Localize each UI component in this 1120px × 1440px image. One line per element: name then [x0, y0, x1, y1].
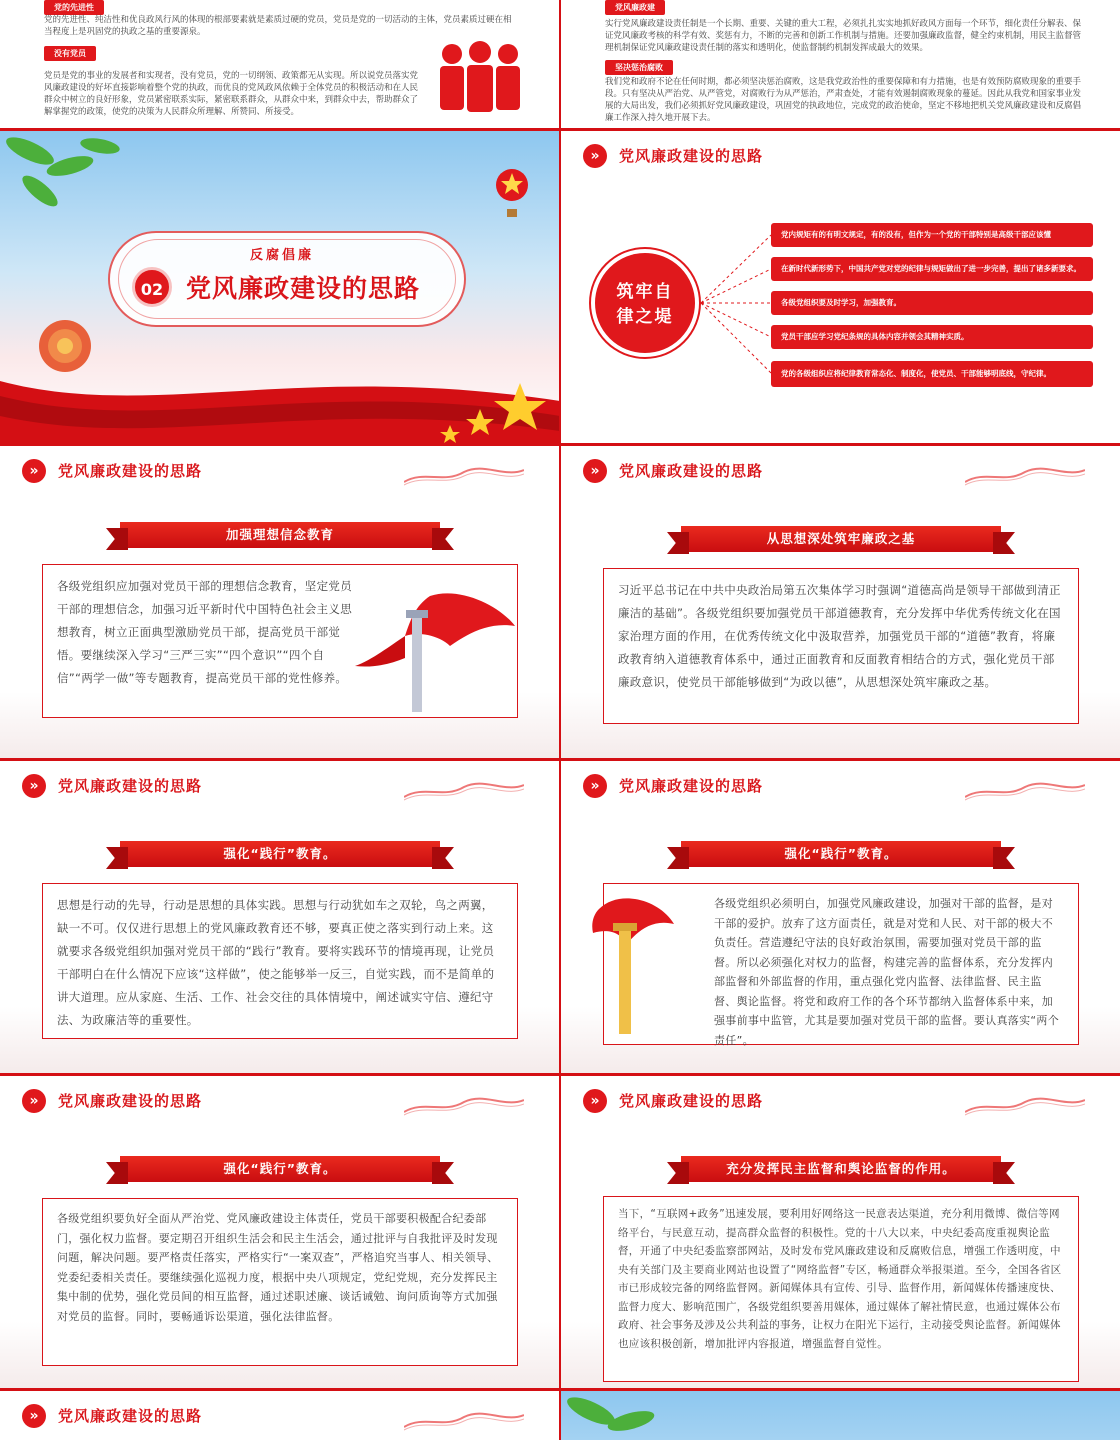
header-title: 党风廉政建设的思路	[619, 147, 764, 165]
great-wall-icon	[404, 462, 524, 486]
slide-practice-education	[0, 761, 560, 1076]
self-discipline-circle: 筑牢自 律之堤	[591, 249, 699, 357]
section-ribbon: 强化“践行”教育。	[120, 1156, 440, 1182]
tag-clean-government: 党风廉政建	[605, 0, 665, 15]
great-wall-icon	[404, 1407, 524, 1431]
slide-cover	[0, 131, 560, 446]
slide-party-members	[0, 0, 560, 129]
chevron-right-icon: »	[22, 774, 46, 798]
slide-responsibility-supervision	[0, 1076, 560, 1391]
section-ribbon: 强化“践行”教育。	[120, 841, 440, 867]
chevron-right-icon: »	[22, 1089, 46, 1113]
chevron-right-icon: »	[22, 459, 46, 483]
slide-ideals-education	[0, 446, 560, 761]
huabiao-flag-icon	[350, 586, 520, 716]
diagram-item-1: 党内规矩有的有明文规定，有的没有，但作为一个党的干部特别是高级干部应该懂	[771, 223, 1093, 247]
slide-moral-foundation	[561, 446, 1120, 761]
people-icon	[430, 40, 530, 114]
content-box: 各级党组织应加强对党员干部的理想信念教育，坚定党员干部的理想信念，加强习近平新时代中国特色社会主义思想教育，树立正面典型激励党员干部，提高党员干部觉悟。要继续深入学习“三严三实”“四个意识”“四个自信”“两学一做”等专题教育，提高党员干部的党性修养。	[42, 564, 518, 718]
great-wall-icon	[965, 1092, 1085, 1116]
great-wall-icon	[404, 1092, 524, 1116]
section-number: 02	[132, 267, 172, 307]
diagram-item-3: 各级党组织要及时学习，加强教育。	[771, 291, 1093, 315]
cover-kicker: 反腐倡廉	[250, 248, 315, 263]
header-title: 党风廉政建设的思路	[58, 1092, 203, 1110]
slide-next-cover-partial	[561, 1391, 1120, 1440]
members-body: 党员是党的事业的发展者和实现者，没有党员，党的一切纲领、政策都无从实现。所以说党员落实党风廉政建设的好坏直接影响着整个党的执政，而优良的党风政风依赖于全体党员的积极活动和在人民群众中树立的良好形象，党员紧密联系实际，紧密联系群众，从群众中来，到群众中去，帮助群众了解掌握党的政策，使党的决策为人民群众所理解、所赞同、所接受。	[44, 71, 419, 117]
header-title: 党风廉政建设的思路	[619, 777, 764, 795]
section-ribbon: 从思想深处筑牢廉政之基	[681, 526, 1001, 552]
chevron-right-icon: »	[583, 1089, 607, 1113]
header-title: 党风廉政建设的思路	[58, 777, 203, 795]
slide-next-partial	[0, 1391, 560, 1440]
section-ribbon: 充分发挥民主监督和舆论监督的作用。	[681, 1156, 1001, 1182]
slide-diagram	[561, 131, 1120, 446]
section-ribbon: 强化“践行”教育。	[681, 841, 1001, 867]
balloon-icon	[492, 167, 532, 227]
chevron-right-icon: »	[583, 459, 607, 483]
cover-title: 党风廉政建设的思路	[186, 274, 421, 303]
chevron-right-icon: »	[22, 1404, 46, 1428]
leaves-icon	[0, 131, 140, 221]
section-ribbon: 加强理想信念教育	[120, 522, 440, 548]
content-box: 思想是行动的先导，行动是思想的具体实践。思想与行动犹如车之双轮，鸟之两翼，缺一不可。仅仅进行思想上的党风廉政教育还不够，要真正使之落实到行动上来。这就要求各级党组织加强对党员干部的“践行”教育。要将实践环节的情境再现，让党员干部明白在什么情况下应该“这样做”，使之能够举一反三，自觉实践，而不是简单的讲大道理。应从家庭、生活、工作、社会交往的具体情境中，阐述诚实守信、遵纪守法、为政廉洁等的重要性。	[42, 883, 518, 1039]
intro-text: 党的先进性、纯洁性和优良政风行风的体现的根部要素就是素质过硬的党员，党员是党的一切活动的主体，党员素质过硬在相当程度上是巩固党的执政之基的重要源泉。	[44, 15, 512, 37]
diagram-item-4: 党员干部应学习党纪条规的具体内容并领会其精神实质。	[771, 325, 1093, 349]
corruption-text: 我们党和政府不论在任何时期，都必须坚决惩治腐败，这是我党政治性的重要保障和有力措施，也是有效预防腐败现象的重要手段。只有坚决从严治党、从严管党，对腐败行为从严惩治，严肃查处，才能有效遏制腐败现象的蔓延。因此从我党和国家事业发展的大局出发，我们必须抓好党风廉政建设，巩固党的执政地位，完成党的政治使命，坚定不移地把机关党风廉政建设和反腐倡廉工作深入持久地开展下去。	[605, 77, 1082, 123]
content-box: 各级党组织要负好全面从严治党、党风廉政建设主体责任，党员干部要积极配合纪委部门，强化权力监督。要定期召开组织生活会和民主生活会，通过批评与自我批评及时发现问题，解决问题。要严格责任落实，严格实行“一案双查”，严格追究当事人、相关领导、党委纪委相关责任。要继续强化巡视力度，根据中央八项规定，党纪党规，充分发挥民主集中制的优势，强化党员间的相互监督，通过述职述廉、谈话诫勉、询问质询等方式加强对党员的监督。同时，要畅通诉讼渠道，强化法律监督。	[42, 1198, 518, 1366]
huabiao-flag-icon	[579, 889, 679, 1039]
chevron-right-icon: »	[583, 144, 607, 168]
content-box: 当下，“互联网+政务”迅速发展，要利用好网络这一民意表达渠道，充分利用微博、微信等网络平台，与民意互动，提高群众监督的积极性。党的十八大以来，中央纪委高度重视舆论监督，开通了中央纪委监察部网站，及时发布党风廉政建设和反腐败信息，增强工作透明度，中央有关部门及主要商业网站也设置了“网络监督”专区，畅通群众举报渠道。至今，全国各省区市已形成较完备的网络监督网。新闻媒体具有宣传、引导、监督作用，新闻媒体传播速度快、监督力度大、影响范围广，各级党组织要善用媒体，通过媒体了解社情民意，也通过媒体公布政府、社会事务及涉及公共利益的事务，让权力在阳光下运行，主动接受舆论监督。新闻媒体也应该积极创新，增加批评内容报道，增强监督自觉性。	[603, 1196, 1079, 1382]
slide-public-supervision	[561, 1076, 1120, 1391]
tag-party-advanced: 党的先进性	[44, 0, 104, 15]
tag-no-members: 没有党员	[44, 46, 96, 61]
header-title: 党风廉政建设的思路	[619, 1092, 764, 1110]
header-title: 党风廉政建设的思路	[58, 462, 203, 480]
great-wall-icon	[965, 777, 1085, 801]
great-wall-icon	[404, 777, 524, 801]
diagram-item-5: 党的各级组织应将纪律教育常态化、制度化，使党员、干部能够明底线，守纪律。	[771, 361, 1093, 387]
great-wall-icon	[965, 462, 1085, 486]
chevron-right-icon: »	[583, 774, 607, 798]
header-title: 党风廉政建设的思路	[619, 462, 764, 480]
diagram-item-2: 在新时代新形势下，中国共产党对党的纪律与规矩做出了进一步完善，提出了诸多新要求。	[771, 257, 1093, 281]
responsibility-text: 实行党风廉政建设责任制是一个长期、重要、关键的重大工程，必须扎扎实实地抓好政风方面每一个环节，细化责任分解表、保证党风廉政考核的科学有效、奖惩有力，不断的完善和创新工作机制与措施。还要加强廉政监督，健全约束机制，用民主监督管理机制保证党风廉政建设责任制的落实和透明化，使监督制约机制发挥成最大的效果。	[605, 19, 1082, 53]
tag-punish-corruption: 坚决惩治腐败	[605, 60, 673, 75]
content-box: 习近平总书记在中共中央政治局第五次集体学习时强调“道德高尚是领导干部做到清正廉洁的基础”。各级党组织要加强党员干部道德教育，充分发挥中华优秀传统文化在国家治理方面的作用，在优秀传统文化中汲取营养，加强党员干部的“道德”教育，将廉政教育纳入道德教育体系中，通过正面教育和反面教育相结合的方式，强化党员干部廉政意识，使党员干部能够做到“为政以德”，从思想深处筑牢廉政之基。	[603, 568, 1079, 724]
header-title: 党风廉政建设的思路	[58, 1407, 203, 1425]
slide-responsibility	[561, 0, 1120, 129]
star-icons	[420, 379, 560, 446]
slide-supervision	[561, 761, 1120, 1076]
content-box: 各级党组织必须明白，加强党风廉政建设，加强对干部的监督，是对干部的爱护。放弃了这方面责任，就是对党和人民、对干部的极大不负责任。营造遵纪守法的良好政治氛围，需要加强对党员干部的监督。所以必须强化对权力的监督，构建完善的监督体系，充分发挥内部监督和外部监督的作用，重点强化党内监督、法律监督、民主监督、舆论监督。将党和政府工作的各个环节都纳入监督体系中来，加强事前事中监管，尤其是要加强对党员干部的监督。要认真落实“两个责任”。	[603, 883, 1079, 1045]
leaves-icon	[561, 1391, 701, 1440]
